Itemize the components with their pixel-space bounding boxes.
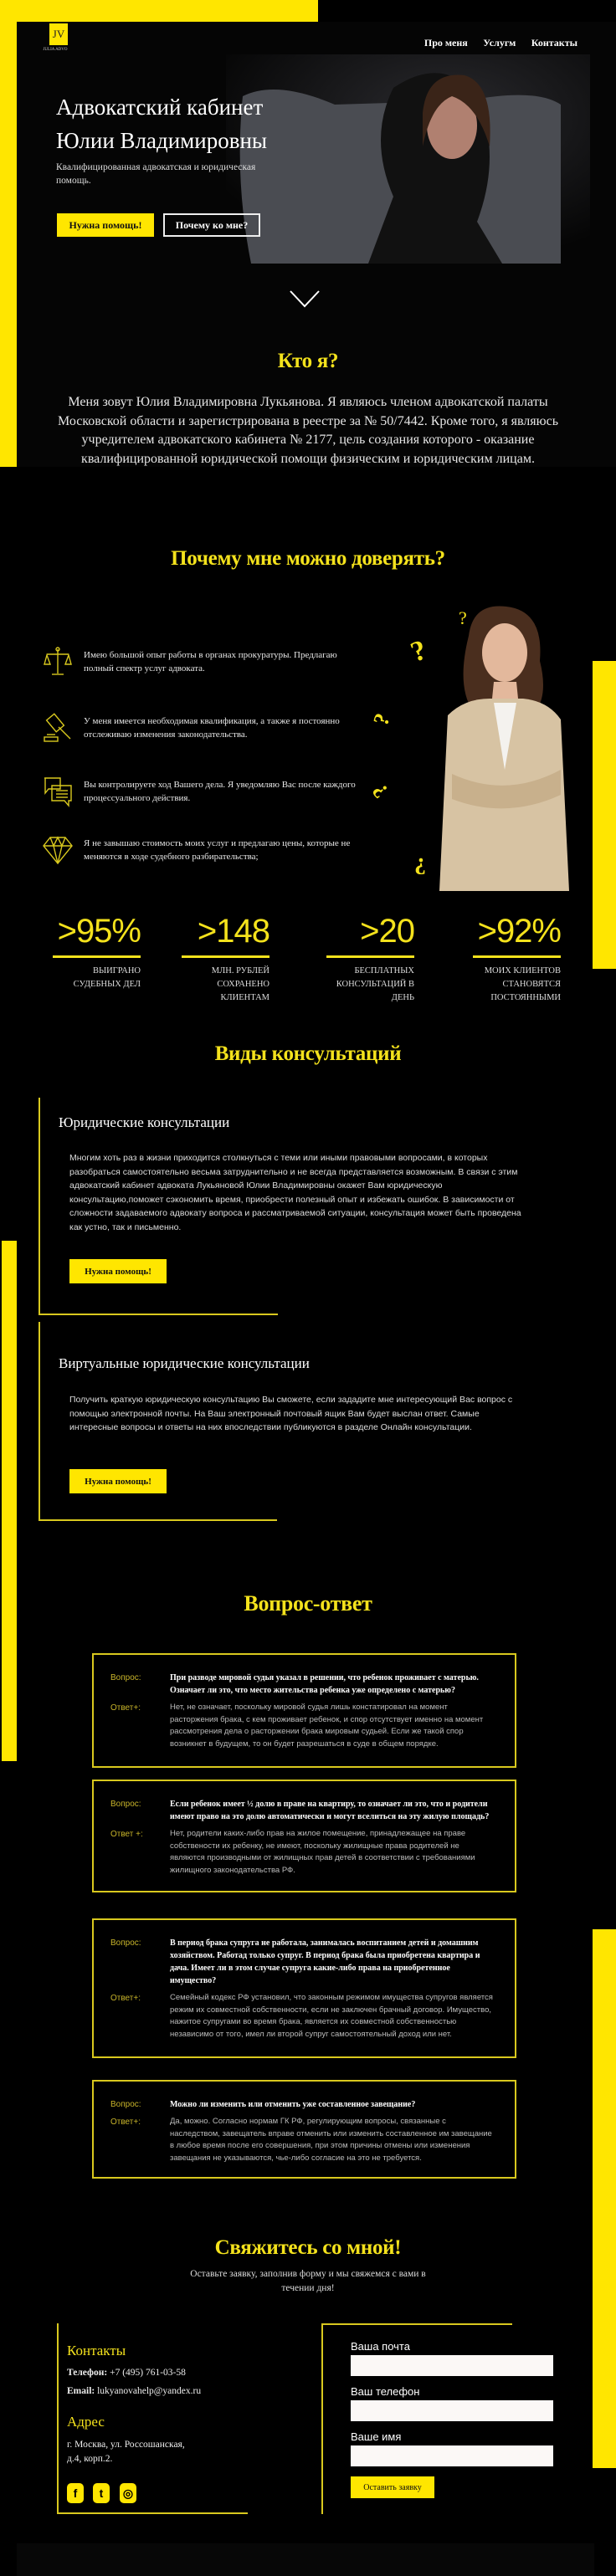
- email-label: Email:: [67, 2386, 95, 2396]
- card-text: Многим хоть раз в жизни приходится столкнуться с теми или иными правовыми вопросами, в которых разобраться самостоятельно весьма затруднительно и не всегда представляется возможным. В связи с этим адвокатский кабинет адвоката Лукьяновой Юлии Владимировны окажет Вам юридическую консультацию,поможет сэкономить время, приобрести полезный опыт и избежать ошибок. В зависимости от сложности задаваемого адвокату вопроса и рассматриваемой ситуации, консультация может быть проведена как устно, так и письменно.: [69, 1153, 521, 1232]
- faq-answer-row: [110, 1992, 515, 2041]
- stat-divider: [53, 955, 141, 958]
- answer-label: Ответ+:: [110, 1994, 141, 2003]
- stat-value: >20: [360, 913, 414, 950]
- faq-item: [92, 1918, 516, 2058]
- nav-item-contacts[interactable]: Контакты: [531, 37, 578, 49]
- faq-item: [92, 1780, 516, 1892]
- stat-value: >92%: [477, 913, 561, 950]
- contacts-title: Контакты: [67, 2343, 126, 2358]
- email-line: [67, 2386, 201, 2396]
- email-field-label: Ваша почта: [351, 2340, 410, 2353]
- question-mark-decor: ?: [367, 779, 393, 803]
- chevron-down-icon[interactable]: [289, 289, 321, 308]
- contact-subtitle: Оставьте заявку, заполнив форму и мы свяжемся с вами в течении дня!: [190, 2269, 426, 2293]
- main-nav: [413, 35, 578, 50]
- faq-question-row: [110, 1937, 515, 1987]
- contact-heading: Свяжитесь со мной!: [214, 2236, 402, 2259]
- consult-heading: Виды консультаций: [214, 1042, 402, 1065]
- phone-link[interactable]: +7 (495) 761-03-58: [110, 2368, 186, 2378]
- form-border: [321, 2323, 323, 2514]
- stat-value: >148: [197, 913, 270, 950]
- logo-text: JULIA ADVO: [43, 48, 68, 52]
- card-title: Юридические консультации: [59, 1114, 230, 1130]
- stat-label: МЛН. РУБЛЕЙ СОХРАНЕНО КЛИЕНТАМ: [211, 966, 270, 1002]
- form-border: [321, 2323, 512, 2325]
- email-field[interactable]: [351, 2355, 553, 2376]
- nav-item-about[interactable]: Про меня: [424, 37, 468, 49]
- stat-label: МОИХ КЛИЕНТОВ СТАНОВЯТСЯ ПОСТОЯННЫМИ: [484, 966, 561, 1002]
- about-heading: Кто я?: [277, 350, 339, 372]
- name-field-label: Ваше имя: [351, 2430, 402, 2443]
- question-label: Вопрос:: [110, 1673, 141, 1682]
- contacts-border: [57, 2323, 59, 2514]
- phone-label: Телефон:: [67, 2368, 108, 2378]
- trust-item-text: У меня имеется необходимая квалификация, а также я постоянно отслеживаю изменения законодательства.: [84, 716, 340, 740]
- faq-question: Если ребенок имеет ½ долю в праве на квартиру, то означает ли это, что и родители имеют право на это долю автоматически и могут вселиться на эту жилую площадь?: [170, 1800, 490, 1821]
- lawyer-photo: [423, 602, 578, 891]
- hero-title: [56, 90, 267, 157]
- card-border: [38, 1098, 40, 1315]
- top-accent-bar: [0, 0, 318, 22]
- name-field[interactable]: [351, 2445, 553, 2466]
- trust-item: [42, 776, 377, 807]
- card-title: Виртуальные юридические консультации: [59, 1355, 310, 1371]
- question-mark-decor: ?: [368, 709, 395, 729]
- gavel-icon: [42, 712, 74, 744]
- question-mark-decor: ¿: [414, 849, 426, 875]
- phone-field-label: Ваш телефон: [351, 2385, 420, 2398]
- why-me-button[interactable]: Почему ко мне?: [163, 213, 260, 237]
- faq-answer: Да, можно. Согласно нормам ГК РФ, регулирующим вопросы, связанные с наследством, завещатель вправе отменить или изменить составленное им завещание в любое время после его совершения, при этом причины отмены или изменения завещания не указываются, чье-либо согласие на это не требуется.: [170, 2117, 492, 2163]
- faq-answer: Семейный кодекс РФ установил, что законным режимом имущества супругов является режим их совместной собственности, если не заключен брачный договор. Имущество, нажитое супругами во время брака, является их совместной собственностью независимо от того, имел ли второй супруг самостоятельный доход или нет.: [170, 1993, 493, 2039]
- faq-item: [92, 1653, 516, 1768]
- address-line: г. Москва, ул. Россошанская,: [67, 2440, 185, 2450]
- address-line: д.4, корп.2.: [67, 2454, 113, 2464]
- trust-item-text: Я не завышаю стоимость моих услуг и предлагаю цены, которые не меняются в ходе судебного разбирательства;: [84, 838, 351, 862]
- hero-title-line1: Адвокатский кабинет: [56, 95, 264, 120]
- diamond-icon: [42, 834, 74, 866]
- left-accent-bar: [2, 1241, 17, 1761]
- question-mark-decor: ?: [407, 634, 431, 668]
- question-mark-decor: ?: [459, 607, 467, 628]
- right-accent-bar: [593, 1929, 616, 2468]
- faq-answer-row: [110, 2116, 515, 2164]
- footer: [17, 2543, 594, 2576]
- stat-item: [289, 912, 414, 1005]
- instagram-icon[interactable]: ◎: [120, 2483, 136, 2503]
- need-help-button[interactable]: Нужна помощь!: [69, 1259, 167, 1283]
- hero-photo: [226, 54, 590, 264]
- faq-question: В период брака супруга не работала, занималась воспитанием детей и домашним хозяйством. Работад только супруг. В период брака была приобретена квартира и дача. Имеет ли в этом случае супруга какие-либо права на приобретенное имущество?: [170, 1938, 480, 1985]
- card-border: [38, 1519, 277, 1521]
- stat-item: [435, 912, 561, 1005]
- phone-line: [67, 2368, 186, 2378]
- faq-answer: Нет, родители каких-либо прав на жилое помещение, принадлежащее на праве собствености их ребенку, не имеют, поскольку жилищные права родителей не являются производными от жилищных прав детей в соответствии с требованиями жилищного законодательства РФ.: [170, 1829, 475, 1875]
- need-help-button[interactable]: Нужна помощь!: [69, 1469, 167, 1493]
- hero-subtitle: Квалифицированная адвокатская и юридическая помощь.: [56, 162, 256, 186]
- faq-answer-row: [110, 1702, 515, 1750]
- trust-item: [42, 646, 377, 678]
- answer-label: Ответ+:: [110, 1703, 141, 1713]
- stat-value: >95%: [57, 913, 141, 950]
- submit-request-button[interactable]: Оставить заявку: [351, 2476, 434, 2498]
- stat-item: [144, 912, 270, 1005]
- stat-divider: [473, 955, 561, 958]
- stat-label: БЕСПЛАТНЫХ КОНСУЛЬТАЦИЙ В ДЕНЬ: [336, 966, 414, 1002]
- stat-divider: [326, 955, 414, 958]
- faq-question-row: [110, 2098, 515, 2111]
- card-border: [38, 1322, 40, 1521]
- left-accent-bar: [0, 0, 17, 467]
- scales-icon: [42, 646, 74, 678]
- question-label: Вопрос:: [110, 2100, 141, 2109]
- answer-label: Ответ+:: [110, 2118, 141, 2127]
- card-border: [38, 1314, 278, 1315]
- faq-question-row: [110, 1798, 515, 1823]
- nav-item-services[interactable]: Услугм: [483, 37, 516, 49]
- stat-item: [15, 912, 141, 991]
- hero-title-line2: Юлии Владимировны: [56, 128, 268, 153]
- trust-item: [42, 712, 377, 744]
- address-title: Адрес: [67, 2414, 105, 2430]
- need-help-button[interactable]: Нужна помощь!: [57, 213, 154, 237]
- question-label: Вопрос:: [110, 1800, 141, 1809]
- answer-label: Ответ +:: [110, 1830, 143, 1839]
- twitter-icon[interactable]: t: [93, 2483, 110, 2503]
- about-text: Меня зовут Юлия Владимировна Лукьянова. Я являюсь членом адвокатской палаты Московской области и зарегистрирована в реестре за № 50/7442. Кроме того, я являюсь учредителем адвокатского кабинета № 2177, цель создания которого - оказание квалифицированной юридической помощи физическим и юридическим лицам.: [57, 395, 558, 466]
- right-accent-bar: [593, 661, 616, 969]
- stat-divider: [182, 955, 270, 958]
- phone-field[interactable]: [351, 2400, 553, 2421]
- contacts-border: [57, 2512, 248, 2514]
- trust-heading: Почему мне можно доверять?: [171, 547, 445, 570]
- facebook-icon[interactable]: f: [67, 2483, 84, 2503]
- trust-item-text: Имею большой опыт работы в органах прокуратуры. Предлагаю полный спектр услуг адвоката.: [84, 650, 337, 673]
- faq-question-row: [110, 1672, 515, 1697]
- faq-answer-row: [110, 1828, 515, 1877]
- faq-heading: Вопрос-ответ: [244, 1591, 372, 1616]
- faq-question: При разводе мировой судья указал в решении, что ребенок проживает с матерью. Означает ли это, что место жительства ребенка уже определено с матерью?: [170, 1673, 479, 1695]
- trust-item: [42, 834, 377, 866]
- question-label: Вопрос:: [110, 1938, 141, 1948]
- faq-item: [92, 2080, 516, 2179]
- email-link[interactable]: lukyanovahelp@yandex.ru: [97, 2386, 202, 2396]
- trust-item-text: Вы контролируете ход Вашего дела. Я уведомляю Вас после каждого процессуального действия.: [84, 780, 356, 803]
- chat-icon: [42, 776, 74, 807]
- card-text: Получить краткую юридическую консультацию Вы сможете, если зададите мне интересующий Вас вопрос с помощью электронной почты. На Ваш электронный почтовый ящик Вам будет выслан ответ. Самые интересные вопросы и ответы на них впоследствии публикуются в разделе Онлайн консультации.: [69, 1395, 513, 1432]
- logo-mark: JV: [49, 23, 68, 45]
- stat-label: ВЫИГРАНО СУДЕБНЫХ ДЕЛ: [73, 966, 141, 989]
- faq-question: Можно ли изменить или отменить уже составленное завещание?: [170, 2100, 416, 2109]
- logo[interactable]: [42, 23, 75, 52]
- faq-answer: Нет, не означает, поскольку мировой судья лишь констатировал на момент расторжения брака, с кем проживает ребенок, и спор отсутствует именно на момент рассмотрения дела о расторжении брака мировым судьей. Если же такой спор возникнет в будущем, то он будет разрешаться в суде в общем порядке.: [170, 1703, 484, 1749]
- address-text: [67, 2438, 185, 2466]
